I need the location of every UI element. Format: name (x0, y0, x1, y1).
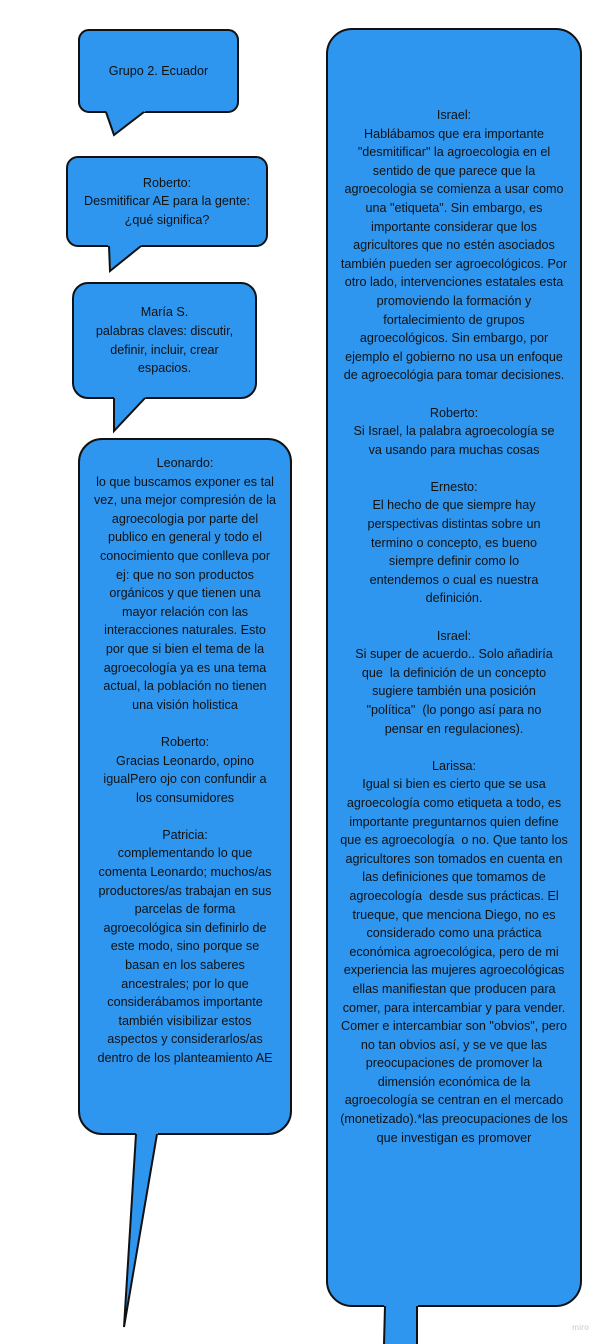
comment-speaker: Roberto: (160, 734, 210, 749)
speech-bubble-roberto[interactable] (66, 156, 268, 247)
speech-bubble-tail (120, 1131, 170, 1331)
comment (328, 106, 580, 385)
comment-speaker: Larissa: (431, 758, 477, 773)
comment (328, 478, 580, 608)
comment-text: complementando lo que comenta Leonardo; muchos/as productores/as trabajan en sus parcelas de forma agroecológica sin definirlo de este modo, sino porque se basan en los saberes ancestrales; por lo que considerábamos importante también visibilizar estos aspectos y considerarlos/as dentro de los planteamiento AE (97, 846, 275, 1065)
comment-speaker: Patricia: (162, 827, 208, 842)
comment-speaker: María S. (140, 305, 189, 320)
comment (68, 174, 266, 230)
comment-text: Gracias Leonardo, opino igualPero ojo con confundir a los consumidores (103, 753, 271, 805)
comment-speaker: Roberto: (429, 405, 479, 420)
speech-bubble-tail (108, 395, 158, 435)
comment-speaker: Roberto: (142, 175, 192, 190)
speech-bubble-maria[interactable] (72, 282, 257, 399)
miro-watermark: miro (572, 1323, 589, 1332)
speech-bubble-leonardo-thread[interactable] (78, 438, 292, 1135)
comment-speaker: Leonardo: (156, 456, 214, 470)
speech-bubble-tail (380, 1303, 430, 1344)
comment-text: Si super de acuerdo.. Solo añadiría que la definición de un concepto sugiere también una posición "política" (lo pongo así para no pensar en regulaciones). (355, 647, 557, 736)
comment-text: Igual si bien es cierto que se usa agroecología como etiqueta a todo, es importante preguntarnos quien define que es agroecología o no. Que tanto los agricultores son tomados en cuenta en las definiciones que tomamos de agroecología desde sus prácticas. El trueque, que menciona Diego, no es considerado como una práctica económica agroecológica, pero de mi experiencia las mujeres agroecológicas ellas manifiestan que producen para comer, para intercambiar y para vender. Comer e intercambiar son "obvios", pero no tan obvios así, y se ve que las preocupaciones de promover la dimensión económica de la agroecología se centran en el mercado (monetizado).*las preocupaciones de los que investigan es promover (340, 777, 572, 1145)
comment-speaker: Israel: (436, 108, 472, 122)
speech-bubble-tail (104, 243, 154, 275)
comment (328, 627, 580, 739)
speech-bubble-israel-thread[interactable] (326, 28, 582, 1307)
comment (80, 454, 290, 714)
speech-bubble-tail (106, 109, 156, 139)
comment (74, 303, 255, 377)
comment-text: El hecho de que siempre hay perspectivas distintas sobre un termino o concepto, es bueno siempre definir como lo entendemos o cual es nuestra definición. (367, 498, 544, 606)
comment-text: palabras claves: discutir, definir, incluir, crear espacios. (95, 323, 237, 376)
comment (80, 733, 290, 807)
comment-speaker: Ernesto: (430, 479, 478, 494)
group-title-text: Grupo 2. Ecuador (108, 63, 209, 78)
comment-text: Desmitificar AE para la gente: ¿qué significa? (84, 194, 254, 227)
comment-text: Si Israel, la palabra agroecología se va usando para muchas cosas (353, 424, 558, 457)
comment (80, 826, 290, 1068)
comment (328, 404, 580, 460)
comment-speaker: Israel: (436, 628, 472, 643)
comment-text: lo que buscamos exponer es tal vez, una mejor compresión de la agroecologia por parte del publico en general y todo el conocimiento que conlleva por ej: que no son productos orgánicos y que tienen una mayor relación con las interacciones naturales. Esto por que si bien el tema de la agroecología ya es una tema actual, la población no tienen una visión holistica (94, 474, 280, 712)
comment-text: Hablábamos que era importante "desmitificar" la agroecologia en el sentido de que parece que la agroecologia se comienza a usar como una "etiqueta". Sin embargo, es importante considerar que los agricultores que no estén asociados también pueden ser agroecológicos. Por otro lado, intervenciones estatales esta promoviendo la formación y fortalecimiento de grupos agroecológicos. Sin embargo, por ejemplo el gobierno no usa un enfoque de agroecológia para tomar decisiones. (340, 126, 571, 383)
comment (328, 757, 580, 1147)
speech-bubble-group-title[interactable] (78, 29, 239, 113)
